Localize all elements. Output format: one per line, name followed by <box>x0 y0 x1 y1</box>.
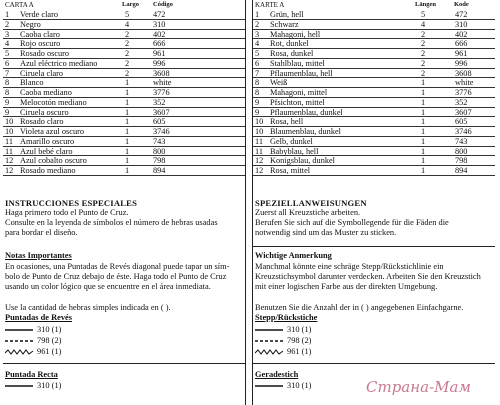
thread-code: 743 <box>455 136 468 146</box>
thread-length: 1 <box>125 166 130 175</box>
thread-length: 2 <box>421 39 426 49</box>
thread-code: 352 <box>455 97 468 107</box>
thread-length: 1 <box>421 136 426 146</box>
table-row <box>3 10 245 20</box>
thread-length: 2 <box>125 29 130 39</box>
thread-name: Pfsichton, mittel <box>270 97 325 107</box>
thread-code: 3776 <box>153 88 170 97</box>
table-row <box>3 20 245 30</box>
thread-code: 666 <box>153 39 166 49</box>
thread-name: Rosa, dunkel <box>270 49 314 58</box>
thread-code: 472 <box>153 10 166 19</box>
thread-name: Azul bebé claro <box>20 146 73 156</box>
table-row <box>3 98 245 108</box>
right-notes-line: Manchmal könnte eine schräge Stepp/Rückstichlinie ein <box>255 262 444 271</box>
table-row <box>3 30 245 40</box>
left-strands-text: Use la cantidad de hebras simples indicada en ( ). <box>5 303 171 312</box>
thread-name: Caoba claro <box>20 29 60 39</box>
thread-name: Stahlblau, mittel <box>270 58 325 68</box>
thread-name: Verde claro <box>20 10 59 19</box>
table-row <box>3 78 245 88</box>
thread-length: 1 <box>421 107 426 117</box>
thread-name: Grün, hell <box>270 10 304 19</box>
right-straight-title: Geradestich <box>255 370 299 379</box>
thread-name: Caoba mediano <box>20 88 72 97</box>
stitch-line-icon <box>255 382 285 390</box>
thread-code: 798 <box>455 156 468 166</box>
table-row <box>253 59 495 69</box>
thread-length: 1 <box>421 127 426 136</box>
table-row <box>253 117 495 127</box>
thread-name: Melocotón mediano <box>20 97 87 107</box>
left-backstitch-title: Puntadas de Revés <box>5 313 73 322</box>
row-number: 10 <box>255 127 264 136</box>
right-instructions-text <box>255 208 493 238</box>
thread-name: Rot, dunkel <box>270 39 309 49</box>
thread-length: 1 <box>125 107 130 117</box>
row-number: 2 <box>5 19 10 29</box>
row-number: 1 <box>255 10 260 19</box>
left-notes-title: Notas Importantes <box>5 251 72 260</box>
row-number: 9 <box>255 107 260 117</box>
thread-length: 1 <box>421 166 426 175</box>
table-row <box>3 166 245 176</box>
thread-name: Rosado claro <box>20 117 64 127</box>
thread-length: 1 <box>421 156 426 166</box>
thread-length: 1 <box>125 117 130 127</box>
thread-name: Schwarz <box>270 19 299 29</box>
thread-name: Rosa, hell <box>270 117 304 127</box>
thread-length: 5 <box>421 10 426 19</box>
left-notes-line: usando un color lógico que se encuentre en el área inmediata. <box>5 282 211 291</box>
table-row <box>253 137 495 147</box>
thread-code: white <box>455 78 474 88</box>
stitch-code: 961 (1) <box>287 347 312 356</box>
row-number: 9 <box>5 107 10 117</box>
row-number: 12 <box>255 166 264 175</box>
thread-code: 996 <box>153 58 166 68</box>
thread-name: Konigsblau, dunkel <box>270 156 335 166</box>
stitch-code: 310 (1) <box>287 325 312 334</box>
left-chart-title: CARTA A <box>5 1 34 9</box>
thread-name: Blanco <box>20 78 44 88</box>
table-row <box>253 20 495 30</box>
stitch-line-icon <box>5 382 35 390</box>
row-number: 10 <box>5 117 14 127</box>
row-number: 11 <box>5 146 13 156</box>
row-number: 8 <box>5 78 10 88</box>
row-number: 3 <box>5 29 10 39</box>
thread-length: 1 <box>125 146 130 156</box>
thread-length: 2 <box>421 58 426 68</box>
row-number: 4 <box>5 39 10 49</box>
thread-length: 1 <box>125 156 130 166</box>
table-row <box>253 127 495 137</box>
thread-name: Azul cobalto oscuro <box>20 156 87 166</box>
left-divider <box>3 363 245 364</box>
row-number: 8 <box>255 78 260 88</box>
thread-length: 1 <box>421 78 426 88</box>
row-number: 12 <box>5 166 14 175</box>
thread-code: 3608 <box>455 68 472 78</box>
stitch-line-icon <box>5 337 35 345</box>
thread-name: Babyblau, hell <box>270 146 319 156</box>
table-row <box>3 69 245 79</box>
thread-code: 894 <box>455 166 468 175</box>
row-number: 12 <box>5 156 14 166</box>
thread-code: 961 <box>153 49 166 58</box>
right-chart-title: KARTE A <box>255 1 285 9</box>
row-number: 4 <box>255 39 260 49</box>
watermark-text: Страна-Мам <box>366 378 471 396</box>
left-thread-table <box>3 10 245 176</box>
left-instructions-line: Haga primero todo el Punto de Cruz. <box>5 208 129 217</box>
thread-code: 605 <box>153 117 166 127</box>
thread-length: 4 <box>125 19 130 29</box>
thread-code: 743 <box>153 136 166 146</box>
right-notes-line: Kreuzstichsymbol darunter verdecken. Arbeiten Sie den Kreuzstich <box>255 272 481 281</box>
thread-name: Ciruela oscuro <box>20 107 69 117</box>
right-strands-text: Benutzen Sie die Anzahl der in ( ) angegebenen Einfachgarne. <box>255 303 464 312</box>
thread-length: 4 <box>421 19 426 29</box>
table-row <box>3 59 245 69</box>
right-col-code: Kode <box>454 1 469 8</box>
thread-code: 798 <box>153 156 166 166</box>
right-divider <box>253 363 495 364</box>
thread-code: 310 <box>455 19 468 29</box>
row-number: 7 <box>255 68 260 78</box>
table-row <box>3 49 245 59</box>
thread-name: Negro <box>20 19 41 29</box>
left-instructions-line: para bordar el diseño. <box>5 228 78 237</box>
thread-code: 3607 <box>153 107 170 117</box>
thread-name: Ciruela claro <box>20 68 64 78</box>
thread-name: Rojo oscuro <box>20 39 61 49</box>
thread-code: white <box>153 78 172 88</box>
stitch-line-icon <box>255 337 285 345</box>
table-row <box>253 78 495 88</box>
left-instructions-text <box>5 208 243 238</box>
thread-length: 2 <box>125 49 130 58</box>
thread-code: 800 <box>455 146 468 156</box>
row-number: 5 <box>255 49 260 58</box>
thread-code: 3746 <box>153 127 170 136</box>
table-row <box>253 156 495 166</box>
thread-length: 2 <box>125 58 130 68</box>
thread-name: Weiß <box>270 78 288 88</box>
thread-length: 1 <box>421 117 426 127</box>
table-row <box>253 166 495 176</box>
thread-name: Rosa, mittel <box>270 166 311 175</box>
right-instructions-line: Berufen Sie sich auf die Symbollegende für die Fäden die <box>255 218 449 227</box>
thread-length: 1 <box>421 88 426 97</box>
left-column-spanish <box>3 0 246 405</box>
row-number: 9 <box>5 97 10 107</box>
left-instructions-title: INSTRUCCIONES ESPECIALES <box>5 198 138 208</box>
table-row <box>3 137 245 147</box>
right-instructions-title: SPEZIELLANWEISUNGEN <box>255 198 367 208</box>
row-number: 7 <box>5 68 10 78</box>
thread-code: 894 <box>153 166 166 175</box>
row-number: 1 <box>5 10 10 19</box>
stitch-code: 798 (2) <box>37 336 62 345</box>
left-col-length: Largo <box>122 1 139 8</box>
table-row <box>3 39 245 49</box>
thread-code: 961 <box>455 49 468 58</box>
thread-name: Mahagoni, hell <box>270 29 321 39</box>
thread-name: Rosado mediano <box>20 166 76 175</box>
right-instructions-line: notwendig sind um das Muster zu sticken. <box>255 228 397 237</box>
right-instructions-line: Zuerst all Kreuzstiche arbeiten. <box>255 208 361 217</box>
thread-code: 352 <box>153 97 166 107</box>
row-number: 12 <box>255 156 264 166</box>
thread-length: 2 <box>421 29 426 39</box>
thread-code: 3746 <box>455 127 472 136</box>
stitch-line-icon <box>5 326 35 334</box>
row-number: 9 <box>255 97 260 107</box>
left-col-code: Código <box>153 1 173 8</box>
thread-length: 1 <box>421 97 426 107</box>
table-row <box>253 98 495 108</box>
thread-name: Rosado oscuro <box>20 49 70 58</box>
row-number: 11 <box>255 146 263 156</box>
table-row <box>3 127 245 137</box>
thread-code: 996 <box>455 58 468 68</box>
row-number: 8 <box>5 88 10 97</box>
left-straight-title: Puntada Recta <box>5 370 58 379</box>
stitch-code: 310 (1) <box>37 325 62 334</box>
table-row <box>253 39 495 49</box>
table-row <box>3 88 245 98</box>
thread-length: 2 <box>125 39 130 49</box>
right-notes-text <box>255 262 493 292</box>
table-row <box>253 108 495 118</box>
thread-length: 1 <box>125 127 130 136</box>
stitch-line-icon <box>255 348 285 356</box>
thread-length: 2 <box>421 49 426 58</box>
row-number: 6 <box>255 58 260 68</box>
row-number: 6 <box>5 58 10 68</box>
left-notes-text <box>5 262 243 292</box>
thread-length: 2 <box>125 68 130 78</box>
thread-name: Mahagoni, mittel <box>270 88 328 97</box>
thread-name: Pflaumenblau, dunkel <box>270 107 343 117</box>
table-row <box>3 117 245 127</box>
thread-code: 402 <box>455 29 468 39</box>
row-number: 11 <box>255 136 263 146</box>
row-number: 8 <box>255 88 260 97</box>
thread-code: 605 <box>455 117 468 127</box>
table-row <box>253 30 495 40</box>
thread-code: 3776 <box>455 88 472 97</box>
thread-name: Pflaumenblau, hell <box>270 68 333 78</box>
table-row <box>253 88 495 98</box>
right-column-german <box>252 0 495 405</box>
thread-name: Violeta azul oscuro <box>20 127 85 136</box>
thread-code: 666 <box>455 39 468 49</box>
stitch-code: 310 (1) <box>287 381 312 390</box>
table-row <box>3 156 245 166</box>
thread-length: 2 <box>421 68 426 78</box>
thread-code: 3608 <box>153 68 170 78</box>
row-number: 10 <box>255 117 264 127</box>
right-notes-line: mit einer logischen Farbe aus der direkten Umgebung. <box>255 282 438 291</box>
table-row <box>3 108 245 118</box>
thread-length: 1 <box>125 97 130 107</box>
table-row <box>3 147 245 157</box>
right-table-header <box>253 0 495 10</box>
thread-name: Amarillo oscuro <box>20 136 75 146</box>
left-notes-line: En ocasiones, una Puntadas de Revés diagonal puede tapar un sím- <box>5 262 230 271</box>
table-row <box>253 69 495 79</box>
thread-code: 472 <box>455 10 468 19</box>
stitch-code: 961 (1) <box>37 347 62 356</box>
left-table-header <box>3 0 245 10</box>
thread-name: Blaumenblau, dunkel <box>270 127 341 136</box>
table-row <box>253 10 495 20</box>
row-number: 10 <box>5 127 14 136</box>
table-row <box>253 147 495 157</box>
right-thread-table <box>253 10 495 176</box>
thread-length: 1 <box>125 136 130 146</box>
stitch-code: 310 (1) <box>37 381 62 390</box>
row-number: 11 <box>5 136 13 146</box>
thread-code: 3607 <box>455 107 472 117</box>
stitch-code: 798 (2) <box>287 336 312 345</box>
right-col-length: Längen <box>415 1 436 8</box>
thread-length: 5 <box>125 10 130 19</box>
thread-length: 1 <box>125 78 130 88</box>
thread-name: Azul eléctrico mediano <box>20 58 98 68</box>
row-number: 2 <box>255 19 260 29</box>
row-number: 5 <box>5 49 10 58</box>
stitch-line-icon <box>5 348 35 356</box>
thread-code: 310 <box>153 19 166 29</box>
right-backstitch-title: Stepp/Rückstiche <box>255 313 318 322</box>
left-instructions-line: Consulte en la leyenda de símbolos el número de hebras usadas <box>5 218 218 227</box>
thread-length: 1 <box>421 146 426 156</box>
left-notes-line: bolo de Punto de Cruz debajo de éste. Haga todo el Punto de Cruz <box>5 272 227 281</box>
thread-code: 800 <box>153 146 166 156</box>
right-divider-top <box>253 246 495 247</box>
stitch-line-icon <box>255 326 285 334</box>
thread-code: 402 <box>153 29 166 39</box>
thread-name: Gelb, dunkel <box>270 136 313 146</box>
right-notes-title: Wichtige Anmerkung <box>255 251 332 260</box>
table-row <box>253 49 495 59</box>
row-number: 3 <box>255 29 260 39</box>
thread-length: 1 <box>125 88 130 97</box>
